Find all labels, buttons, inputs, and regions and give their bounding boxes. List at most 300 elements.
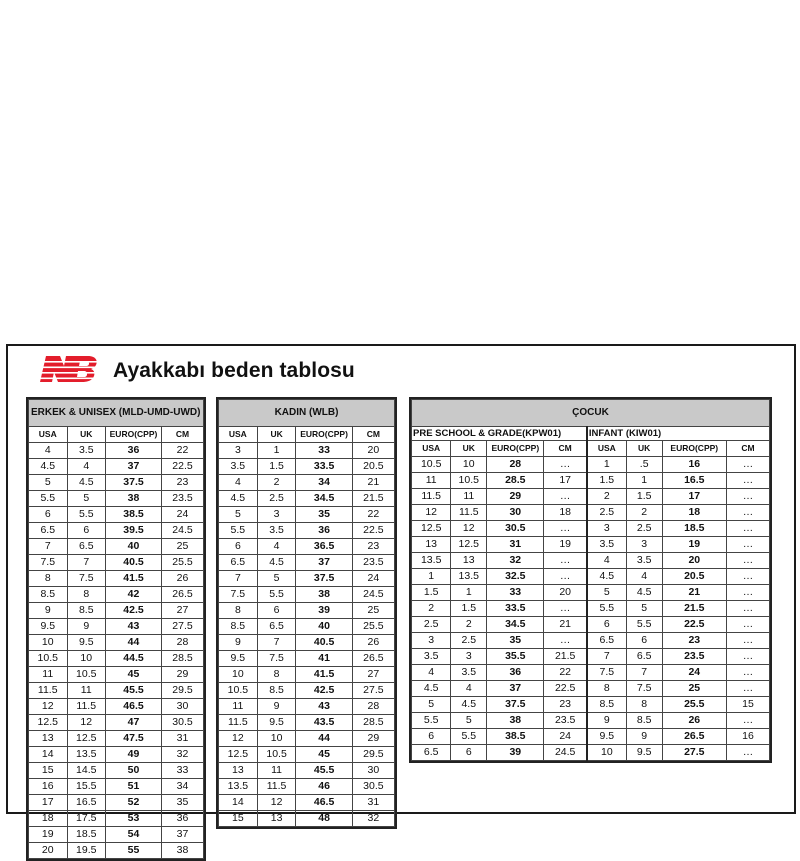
table-cell: 26 xyxy=(662,713,726,729)
table-cell: 37 xyxy=(162,827,204,843)
table-cell: 5.5 xyxy=(257,587,296,603)
table-cell: 52 xyxy=(106,795,162,811)
table-cell: 10 xyxy=(587,745,626,761)
table-cell: 5 xyxy=(412,697,451,713)
table-row xyxy=(29,731,204,747)
col-uk: UK xyxy=(626,441,662,457)
table-cell: 9.5 xyxy=(626,745,662,761)
table-cell: 4.5 xyxy=(451,697,487,713)
table-cell: 35.5 xyxy=(487,649,544,665)
table-cell: 29.5 xyxy=(352,747,394,763)
table-cell: 44.5 xyxy=(106,651,162,667)
men-size-table xyxy=(26,397,206,861)
table-cell: 10 xyxy=(29,635,68,651)
table-cell: 15 xyxy=(727,697,770,713)
table-cell: 8 xyxy=(587,681,626,697)
table-cell: 20 xyxy=(29,843,68,859)
table-cell: 9 xyxy=(219,635,258,651)
table-cell: 3.5 xyxy=(67,443,106,459)
table-cell: 2 xyxy=(587,489,626,505)
table-cell: 7 xyxy=(587,649,626,665)
table-row xyxy=(219,555,395,571)
table-cell: 9 xyxy=(29,603,68,619)
table-cell: 30.5 xyxy=(352,779,394,795)
table-cell: 38 xyxy=(106,491,162,507)
table-cell: 10 xyxy=(67,651,106,667)
table-cell: 6 xyxy=(219,539,258,555)
table-cell: 8.5 xyxy=(219,619,258,635)
table-row xyxy=(219,491,395,507)
table-cell: 5.5 xyxy=(626,617,662,633)
infant-heading: INFANT (KIW01) xyxy=(587,427,770,441)
table-cell: 23 xyxy=(544,697,587,713)
table-cell: 8 xyxy=(219,603,258,619)
table-row xyxy=(412,681,770,697)
table-cell: 13.5 xyxy=(451,569,487,585)
table-cell: 4.5 xyxy=(587,569,626,585)
table-cell: 42.5 xyxy=(106,603,162,619)
table-cell: … xyxy=(727,665,770,681)
table-cell: 10 xyxy=(451,457,487,473)
table-cell: 4 xyxy=(67,459,106,475)
table-cell: 1.5 xyxy=(412,585,451,601)
table-cell: 26.5 xyxy=(352,651,394,667)
table-cell: 11 xyxy=(412,473,451,489)
table-cell: 6.5 xyxy=(626,649,662,665)
table-cell: … xyxy=(727,505,770,521)
table-cell: 3 xyxy=(219,443,258,459)
table-row xyxy=(412,505,770,521)
table-cell: 10 xyxy=(219,667,258,683)
table-cell: 6.5 xyxy=(412,745,451,761)
table-cell: 22 xyxy=(544,665,587,681)
table-cell: 18.5 xyxy=(662,521,726,537)
table-cell: 6.5 xyxy=(587,633,626,649)
table-cell: 2.5 xyxy=(626,521,662,537)
table-cell: 5.5 xyxy=(412,713,451,729)
col-cm: CM xyxy=(544,441,587,457)
table-cell: 4 xyxy=(412,665,451,681)
table-cell: 3.5 xyxy=(219,459,258,475)
table-row xyxy=(29,651,204,667)
table-cell: 36 xyxy=(296,523,352,539)
table-cell: 55 xyxy=(106,843,162,859)
table-cell: .5 xyxy=(626,457,662,473)
table-row xyxy=(219,763,395,779)
table-cell: 1.5 xyxy=(626,489,662,505)
table-row xyxy=(219,443,395,459)
table-cell: … xyxy=(727,681,770,697)
table-row xyxy=(412,585,770,601)
table-cell: 38 xyxy=(162,843,204,859)
table-cell: … xyxy=(544,569,587,585)
table-cell: 33.5 xyxy=(487,601,544,617)
table-cell: 3 xyxy=(587,521,626,537)
table-cell: 5 xyxy=(219,507,258,523)
table-cell: 15 xyxy=(219,811,258,827)
table-cell: 12.5 xyxy=(219,747,258,763)
table-cell: 13.5 xyxy=(412,553,451,569)
table-cell: 34.5 xyxy=(296,491,352,507)
table-cell: 3 xyxy=(257,507,296,523)
table-cell: 47 xyxy=(106,715,162,731)
table-row xyxy=(219,635,395,651)
table-row xyxy=(29,811,204,827)
table-cell: 7 xyxy=(219,571,258,587)
table-cell: 28 xyxy=(352,699,394,715)
table-cell: 11 xyxy=(67,683,106,699)
table-cell: 9.5 xyxy=(257,715,296,731)
table-row xyxy=(29,539,204,555)
table-cell: 12 xyxy=(257,795,296,811)
table-cell: 9 xyxy=(626,729,662,745)
table-cell: 39 xyxy=(296,603,352,619)
table-cell: 37.5 xyxy=(106,475,162,491)
table-cell: … xyxy=(727,601,770,617)
table-cell: 21 xyxy=(352,475,394,491)
table-cell: 6 xyxy=(587,617,626,633)
table-cell: 5.5 xyxy=(219,523,258,539)
table-cell: 16 xyxy=(727,729,770,745)
table-cell: 23 xyxy=(662,633,726,649)
table-cell: 50 xyxy=(106,763,162,779)
table-cell: 2.5 xyxy=(257,491,296,507)
table-cell: 37 xyxy=(296,555,352,571)
table-cell: 1.5 xyxy=(451,601,487,617)
table-cell: 3.5 xyxy=(587,537,626,553)
table-cell: 44 xyxy=(296,731,352,747)
table-cell: 32.5 xyxy=(487,569,544,585)
table-cell: 28 xyxy=(487,457,544,473)
table-cell: 6 xyxy=(412,729,451,745)
table-row xyxy=(219,731,395,747)
table-cell: 16 xyxy=(29,779,68,795)
col-cm: CM xyxy=(162,427,204,443)
table-cell: … xyxy=(727,521,770,537)
table-cell: 6 xyxy=(67,523,106,539)
table-cell: 8 xyxy=(67,587,106,603)
col-uk: UK xyxy=(257,427,296,443)
table-row xyxy=(219,507,395,523)
table-row xyxy=(412,473,770,489)
table-cell: 25.5 xyxy=(662,697,726,713)
table-cell: 30 xyxy=(352,763,394,779)
table-cell: 35 xyxy=(162,795,204,811)
table-cell: 4.5 xyxy=(257,555,296,571)
table-cell: 16.5 xyxy=(67,795,106,811)
table-cell: 20 xyxy=(352,443,394,459)
table-row xyxy=(412,457,770,473)
table-cell: 5 xyxy=(451,713,487,729)
col-usa: USA xyxy=(29,427,68,443)
table-row xyxy=(412,633,770,649)
table-row xyxy=(29,779,204,795)
table-cell: 38.5 xyxy=(487,729,544,745)
table-cell: 29 xyxy=(162,667,204,683)
col-euro: EURO(CPP) xyxy=(487,441,544,457)
table-cell: 4 xyxy=(626,569,662,585)
table-cell: 4.5 xyxy=(29,459,68,475)
table-cell: 6 xyxy=(29,507,68,523)
col-usa: USA xyxy=(587,441,626,457)
table-row xyxy=(219,667,395,683)
col-uk: UK xyxy=(67,427,106,443)
table-row xyxy=(29,763,204,779)
table-cell: 10.5 xyxy=(451,473,487,489)
table-cell: 3 xyxy=(626,537,662,553)
table-cell: 23.5 xyxy=(162,491,204,507)
table-row xyxy=(29,491,204,507)
table-row xyxy=(29,683,204,699)
table-cell: 23 xyxy=(162,475,204,491)
table-cell: 23.5 xyxy=(662,649,726,665)
table-cell: 24 xyxy=(352,571,394,587)
col-euro: EURO(CPP) xyxy=(106,427,162,443)
table-cell: 46.5 xyxy=(296,795,352,811)
table-cell: 31 xyxy=(352,795,394,811)
table-cell: 8 xyxy=(257,667,296,683)
table-cell: 5.5 xyxy=(67,507,106,523)
table-cell: 34 xyxy=(296,475,352,491)
table-cell: 9 xyxy=(587,713,626,729)
table-cell: 19 xyxy=(662,537,726,553)
table-cell: 4.5 xyxy=(219,491,258,507)
table-cell: 41 xyxy=(296,651,352,667)
table-cell: 32 xyxy=(352,811,394,827)
table-cell: 5.5 xyxy=(587,601,626,617)
table-cell: 8 xyxy=(29,571,68,587)
table-cell: … xyxy=(727,745,770,761)
table-cell: 17 xyxy=(29,795,68,811)
table-row xyxy=(412,521,770,537)
table-row xyxy=(412,729,770,745)
table-cell: 28 xyxy=(162,635,204,651)
table-cell: 26.5 xyxy=(662,729,726,745)
table-cell: 27.5 xyxy=(352,683,394,699)
table-cell: 1 xyxy=(451,585,487,601)
table-row xyxy=(219,811,395,827)
table-cell: … xyxy=(727,457,770,473)
table-cell: 33 xyxy=(296,443,352,459)
table-cell: 34.5 xyxy=(487,617,544,633)
table-row xyxy=(219,603,395,619)
table-cell: … xyxy=(727,473,770,489)
table-cell: 12.5 xyxy=(67,731,106,747)
table-cell: 33.5 xyxy=(296,459,352,475)
table-cell: 24 xyxy=(544,729,587,745)
preschool-heading: PRE SCHOOL & GRADE(KPW01) xyxy=(412,427,587,441)
table-row xyxy=(219,523,395,539)
col-uk: UK xyxy=(451,441,487,457)
table-cell: 5.5 xyxy=(451,729,487,745)
table-cell: … xyxy=(727,617,770,633)
table-cell: 44 xyxy=(106,635,162,651)
table-cell: 10.5 xyxy=(257,747,296,763)
table-cell: 1.5 xyxy=(257,459,296,475)
table-cell: 16.5 xyxy=(662,473,726,489)
table-cell: 7 xyxy=(257,635,296,651)
table-cell: 43.5 xyxy=(296,715,352,731)
table-cell: 13.5 xyxy=(219,779,258,795)
table-cell: … xyxy=(544,489,587,505)
table-cell: 9 xyxy=(257,699,296,715)
table-row xyxy=(219,587,395,603)
table-cell: 47.5 xyxy=(106,731,162,747)
table-cell: 19 xyxy=(544,537,587,553)
table-cell: 45.5 xyxy=(296,763,352,779)
table-cell: 4 xyxy=(257,539,296,555)
table-cell: 22 xyxy=(352,507,394,523)
table-cell: 1 xyxy=(412,569,451,585)
table-cell: 9.5 xyxy=(587,729,626,745)
table-cell: 27.5 xyxy=(162,619,204,635)
table-cell: … xyxy=(544,633,587,649)
table-cell: 40 xyxy=(106,539,162,555)
table-row xyxy=(29,699,204,715)
table-row xyxy=(29,459,204,475)
table-cell: 6.5 xyxy=(219,555,258,571)
table-cell: 7.5 xyxy=(257,651,296,667)
table-cell: 36 xyxy=(106,443,162,459)
table-row xyxy=(412,601,770,617)
table-cell: 24 xyxy=(662,665,726,681)
table-cell: 32 xyxy=(162,747,204,763)
table-cell: 7.5 xyxy=(29,555,68,571)
table-row xyxy=(412,617,770,633)
table-cell: … xyxy=(544,601,587,617)
table-cell: 12 xyxy=(67,715,106,731)
table-cell: 1 xyxy=(587,457,626,473)
kids-table-heading: ÇOCUK xyxy=(412,400,770,427)
table-cell: 2 xyxy=(257,475,296,491)
table-cell: 10.5 xyxy=(219,683,258,699)
table-cell: 12.5 xyxy=(412,521,451,537)
table-cell: 29 xyxy=(352,731,394,747)
table-cell: 12.5 xyxy=(29,715,68,731)
table-row xyxy=(219,683,395,699)
table-cell: 14 xyxy=(29,747,68,763)
table-cell: 5.5 xyxy=(29,491,68,507)
table-cell: 8.5 xyxy=(257,683,296,699)
table-cell: 35 xyxy=(296,507,352,523)
table-cell: 41.5 xyxy=(106,571,162,587)
table-cell: 9.5 xyxy=(67,635,106,651)
table-cell: 3 xyxy=(451,649,487,665)
table-cell: 45 xyxy=(296,747,352,763)
table-cell: 8.5 xyxy=(29,587,68,603)
table-cell: 13 xyxy=(29,731,68,747)
table-cell: 54 xyxy=(106,827,162,843)
table-cell: 18 xyxy=(662,505,726,521)
table-row xyxy=(29,475,204,491)
table-cell: 3.5 xyxy=(451,665,487,681)
col-usa: USA xyxy=(412,441,451,457)
table-cell: 21 xyxy=(662,585,726,601)
table-cell: 4 xyxy=(587,553,626,569)
table-row xyxy=(29,843,204,859)
table-cell: 11.5 xyxy=(257,779,296,795)
table-cell: 25 xyxy=(662,681,726,697)
table-cell: 11.5 xyxy=(29,683,68,699)
table-cell: 49 xyxy=(106,747,162,763)
col-usa: USA xyxy=(219,427,258,443)
table-cell: 39.5 xyxy=(106,523,162,539)
table-cell: 30 xyxy=(487,505,544,521)
table-cell: 4 xyxy=(451,681,487,697)
table-cell: 25.5 xyxy=(352,619,394,635)
table-cell: 36 xyxy=(487,665,544,681)
table-cell: 40.5 xyxy=(106,555,162,571)
table-cell: … xyxy=(727,633,770,649)
table-cell: 5 xyxy=(67,491,106,507)
table-row xyxy=(412,649,770,665)
table-cell: 24 xyxy=(162,507,204,523)
table-cell: 1 xyxy=(626,473,662,489)
table-cell: 12.5 xyxy=(451,537,487,553)
table-cell: 28.5 xyxy=(487,473,544,489)
table-cell: 4.5 xyxy=(626,585,662,601)
table-cell: … xyxy=(727,585,770,601)
table-cell: 26 xyxy=(352,635,394,651)
table-row xyxy=(29,795,204,811)
table-cell: 4 xyxy=(219,475,258,491)
table-row xyxy=(29,747,204,763)
table-cell: 25 xyxy=(162,539,204,555)
table-cell: 22 xyxy=(162,443,204,459)
table-cell: 9 xyxy=(67,619,106,635)
table-cell: 8.5 xyxy=(587,697,626,713)
table-cell: 40 xyxy=(296,619,352,635)
table-cell: 26.5 xyxy=(162,587,204,603)
table-cell: 31 xyxy=(162,731,204,747)
table-cell: 13 xyxy=(412,537,451,553)
table-cell: 30 xyxy=(162,699,204,715)
table-cell: 9.5 xyxy=(29,619,68,635)
page-title: Ayakkabı beden tablosu xyxy=(113,359,355,382)
table-cell: 20 xyxy=(544,585,587,601)
women-size-table xyxy=(216,397,397,829)
table-cell: 14.5 xyxy=(67,763,106,779)
table-cell: 4.5 xyxy=(67,475,106,491)
table-cell: … xyxy=(544,521,587,537)
table-cell: 22.5 xyxy=(544,681,587,697)
table-cell: 8 xyxy=(626,697,662,713)
table-cell: 37 xyxy=(487,681,544,697)
table-cell: 46.5 xyxy=(106,699,162,715)
table-cell: 43 xyxy=(106,619,162,635)
table-cell: 24.5 xyxy=(352,587,394,603)
table-cell: 24.5 xyxy=(544,745,587,761)
table-cell: 29.5 xyxy=(162,683,204,699)
table-cell: 3.5 xyxy=(412,649,451,665)
table-cell: 23.5 xyxy=(352,555,394,571)
table-cell: 3 xyxy=(412,633,451,649)
table-cell: 41.5 xyxy=(296,667,352,683)
table-cell: 7 xyxy=(626,665,662,681)
table-cell: 31 xyxy=(487,537,544,553)
table-cell: 5 xyxy=(626,601,662,617)
table-cell: 12 xyxy=(412,505,451,521)
table-cell: 45.5 xyxy=(106,683,162,699)
men-table-heading: ERKEK & UNISEX (MLD-UMD-UWD) xyxy=(29,400,204,427)
table-cell: 4.5 xyxy=(412,681,451,697)
table-cell: 19 xyxy=(29,827,68,843)
table-cell: 35 xyxy=(487,633,544,649)
table-cell: 3.5 xyxy=(257,523,296,539)
table-cell: 15.5 xyxy=(67,779,106,795)
table-cell: 6.5 xyxy=(67,539,106,555)
table-row xyxy=(219,539,395,555)
